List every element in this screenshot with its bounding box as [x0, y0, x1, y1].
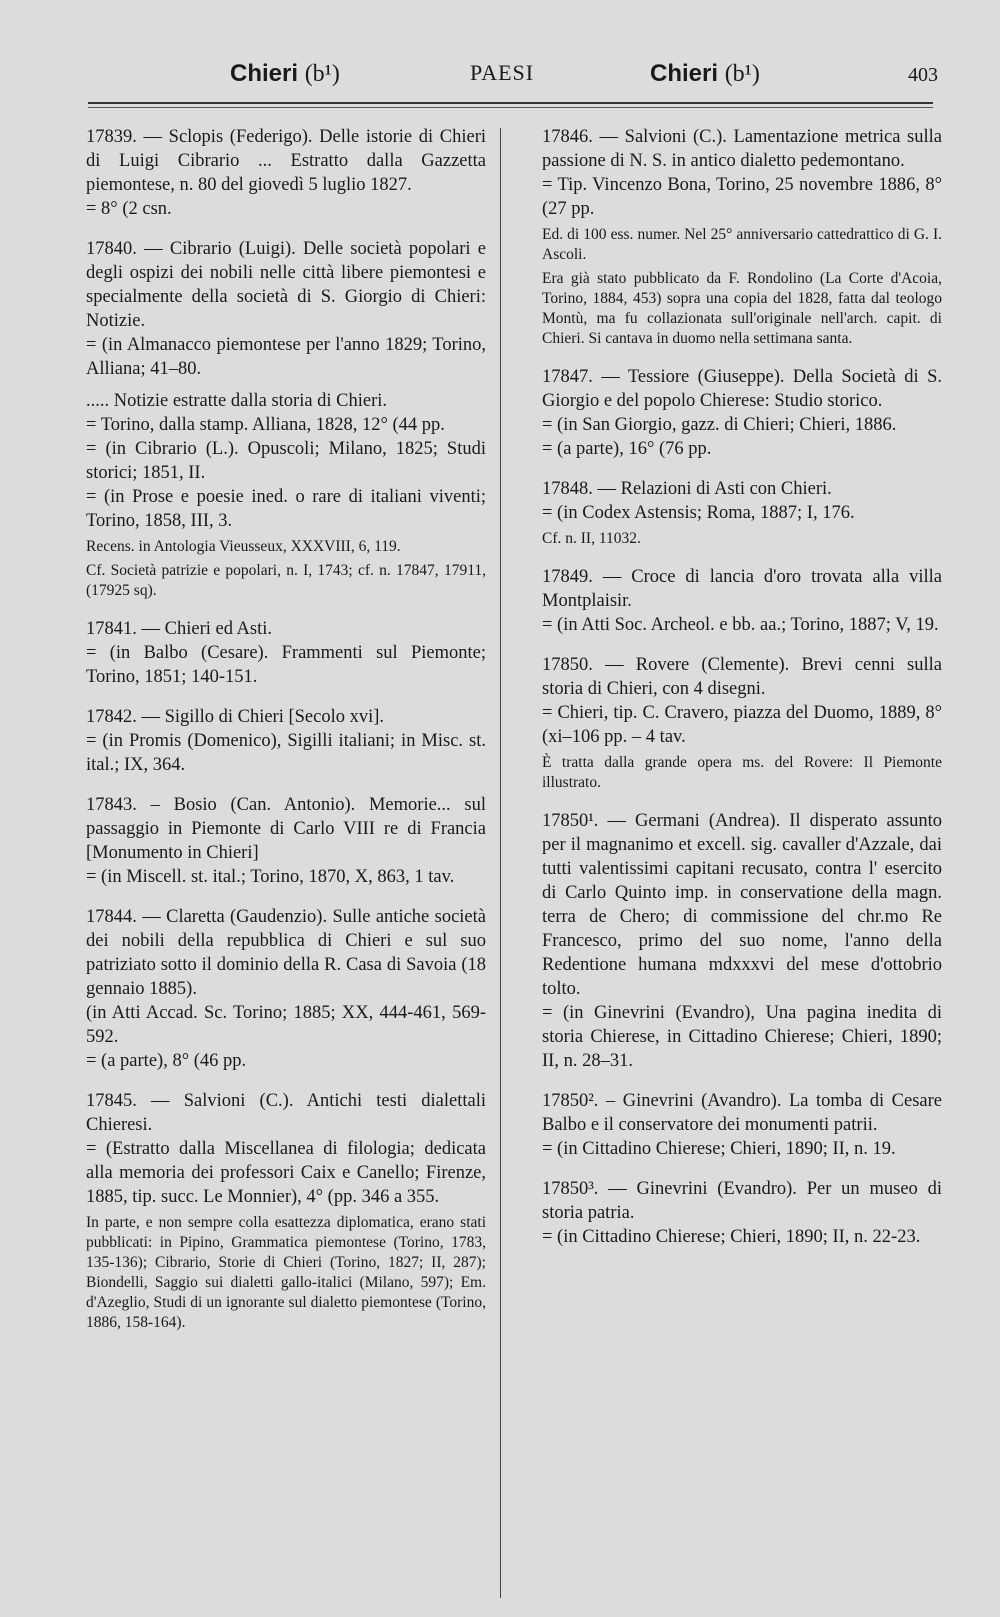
- entry-text: 17850². – Ginevrini (Avandro). La tomba di Cesare Balbo e il conservatore dei monumenti patrii.: [542, 1091, 942, 1135]
- entry-text: 17849. — Croce di lancia d'oro trovata alla villa Montplaisir.: [542, 567, 942, 611]
- entry-citation: = (in Balbo (Cesare). Frammenti sul Piemonte; Torino, 1851; 140-151.: [86, 643, 486, 687]
- entry-17842: [86, 705, 486, 777]
- entry-citation: = (in Almanacco piemontese per l'anno 1829; Torino, Alliana; 41–80.: [86, 335, 486, 379]
- entry-17850-3: [542, 1177, 942, 1249]
- entry-17845: [86, 1089, 486, 1333]
- header-rule-thin: [88, 107, 933, 108]
- entry-citation: = (in Ginevrini (Evandro), Una pagina inedita di storia Chierese, in Cittadino Chierese; Chieri, 1890; II, n. 28–31.: [542, 1003, 942, 1071]
- entry-17850-1: [542, 809, 942, 1073]
- header-rule: [88, 102, 933, 104]
- entry-citation: = (in Cittadino Chierese; Chieri, 1890; II, n. 19.: [542, 1139, 896, 1159]
- entry-17841: [86, 617, 486, 689]
- entry-text: 17839. — Sclopis (Federigo). Delle istorie di Chieri di Luigi Cibrario ... Estratto dalla Gazzetta piemontese, n. 80 del giovedì 5 luglio 1827.: [86, 127, 486, 195]
- entry-citation: = (in Codex Astensis; Roma, 1887; I, 176.: [542, 503, 855, 523]
- entry-17843: [86, 793, 486, 889]
- entry-17844: [86, 905, 486, 1073]
- entry-text: 17850³. — Ginevrini (Evandro). Per un museo di storia patria.: [542, 1179, 942, 1223]
- entry-17839: [86, 125, 486, 221]
- entry-text: 17845. — Salvioni (C.). Antichi testi dialettali Chieresi.: [86, 1091, 486, 1135]
- entry-citation: = (in Atti Soc. Archeol. e bb. aa.; Torino, 1887; V, 19.: [542, 615, 939, 635]
- entry-note: Cf. n. II, 11032.: [542, 530, 641, 547]
- entry-citation: = (in Miscell. st. ital.; Torino, 1870, X, 863, 1 tav.: [86, 867, 455, 887]
- entry-text: 17841. — Chieri ed Asti.: [86, 619, 273, 639]
- header-center-title: PAESI: [470, 60, 535, 85]
- entry-text: 17848. — Relazioni di Asti con Chieri.: [542, 479, 832, 499]
- entry-citation: = (a parte), 8° (46 pp.: [86, 1051, 247, 1071]
- running-header: [40, 56, 940, 100]
- entry-17850: [542, 653, 942, 793]
- entry-text: 17842. — Sigillo di Chieri [Secolo xvi].: [86, 707, 385, 727]
- entry-citation: = 8° (2 csn.: [86, 199, 172, 219]
- page-number: 403: [908, 64, 938, 86]
- entry-17840: [86, 237, 486, 601]
- entry-text: 17847. — Tessiore (Giuseppe). Della Società di S. Giorgio e del popolo Chierese: Studio storico.: [542, 367, 942, 411]
- entry-note: Ed. di 100 ess. numer. Nel 25° anniversario cattedrattico di G. I. Ascoli.: [542, 226, 942, 263]
- entry-text: ..... Notizie estratte dalla storia di Chieri.: [86, 391, 388, 411]
- entry-citation: (in Atti Accad. Sc. Torino; 1885; XX, 444-461, 569-592.: [86, 1003, 486, 1047]
- entry-text: 17846. — Salvioni (C.). Lamentazione metrica sulla passione di N. S. in antico dialetto pedemontano.: [542, 127, 942, 171]
- entry-text: 17843. – Bosio (Can. Antonio). Memorie... sul passaggio in Piemonte di Carlo VIII re di Francia [Monumento in Chieri]: [86, 795, 486, 863]
- entry-note: Cf. Società patrizie e popolari, n. I, 1743; cf. n. 17847, 17911, (17925 sq).: [86, 562, 486, 599]
- entry-citation: = (in Prose e poesie ined. o rare di italiani viventi; Torino, 1858, III, 3.: [86, 487, 486, 531]
- header-right-title: Chieri (b¹): [650, 60, 760, 87]
- entry-17846: [542, 125, 942, 349]
- entry-citation: = (a parte), 16° (76 pp.: [542, 439, 712, 459]
- entry-text: 17844. — Claretta (Gaudenzio). Sulle antiche società dei nobili della repubblica di Chieri e sul suo patriziato sotto il dominio della R. Casa di Savoia (18 gennaio 1885).: [86, 907, 486, 999]
- entry-text: 17850. — Rovere (Clemente). Brevi cenni sulla storia di Chieri, con 4 disegni.: [542, 655, 942, 699]
- entry-citation: = (Estratto dalla Miscellanea di filologia; dedicata alla memoria dei professori Caix e Canello; Firenze, 1885, tip. succ. Le Monnier), 4° (pp. 346 a 355.: [86, 1139, 486, 1207]
- entry-citation: = (in San Giorgio, gazz. di Chieri; Chieri, 1886.: [542, 415, 897, 435]
- entry-citation: = Chieri, tip. C. Cravero, piazza del Duomo, 1889, 8° (xi–106 pp. – 4 tav.: [542, 703, 942, 747]
- entry-17847: [542, 365, 942, 461]
- entry-17849: [542, 565, 942, 637]
- entry-17850-2: [542, 1089, 942, 1161]
- entry-note: Era già stato pubblicato da F. Rondolino (La Corte d'Acoia, Torino, 1884, 453) sopra una copia del 1828, fatta dal teologo Montù, ma fu collazionata sull'originale nell'arch. capit. di Chieri. Si cantava in duomo nella settimana santa.: [542, 270, 942, 347]
- column-divider: [500, 128, 501, 1598]
- left-column: [86, 125, 486, 1349]
- entry-note: Recens. in Antologia Vieusseux, XXXVIII, 6, 119.: [86, 538, 401, 555]
- entry-citation: = (in Cittadino Chierese; Chieri, 1890; II, n. 22-23.: [542, 1227, 921, 1247]
- entry-citation: = Tip. Vincenzo Bona, Torino, 25 novembre 1886, 8° (27 pp.: [542, 175, 942, 219]
- entry-citation: = Torino, dalla stamp. Alliana, 1828, 12° (44 pp.: [86, 415, 445, 435]
- header-left-title: Chieri (b¹): [230, 60, 340, 87]
- entry-note: In parte, e non sempre colla esattezza diplomatica, erano stati pubblicati: in Pipino, Grammatica piemontese (Torino, 1783, 135-136); Cibrario, Storie di Chieri (Torino, 1827; II, 287); Biondelli, Saggio sui dialetti gallo-italici (Milano, 597); Em. d'Azeglio, Studi di un ignorante sul dialetto piemontese (Torino, 1886, 158-164).: [86, 1214, 486, 1331]
- entry-citation: = (in Cibrario (L.). Opuscoli; Milano, 1825; Studi storici; 1851, II.: [86, 439, 486, 483]
- entry-text: 17850¹. — Germani (Andrea). Il disperato assunto per il magnanimo et excell. sig. cavaller d'Azzale, dai tutti valentissimi capitani recusato, contra l' esercito di Carlo Quinto imp. in conservatione della magn. terra de Chero; di commissione del chr.mo Re Francesco, primo del suo nome, l'anno della Redentione humana mdxxxvi del mese d'ottobrio tolto.: [542, 811, 942, 999]
- entry-text: 17840. — Cibrario (Luigi). Delle società popolari e degli ospizi dei nobili nelle città libere piemontesi e specialmente della società di S. Giorgio di Chieri: Notizie.: [86, 239, 486, 331]
- entry-citation: = (in Promis (Domenico), Sigilli italiani; in Misc. st. ital.; IX, 364.: [86, 731, 486, 775]
- entry-17848: [542, 477, 942, 549]
- entry-note: È tratta dalla grande opera ms. del Rovere: Il Piemonte illustrato.: [542, 754, 942, 791]
- right-column: [542, 125, 942, 1265]
